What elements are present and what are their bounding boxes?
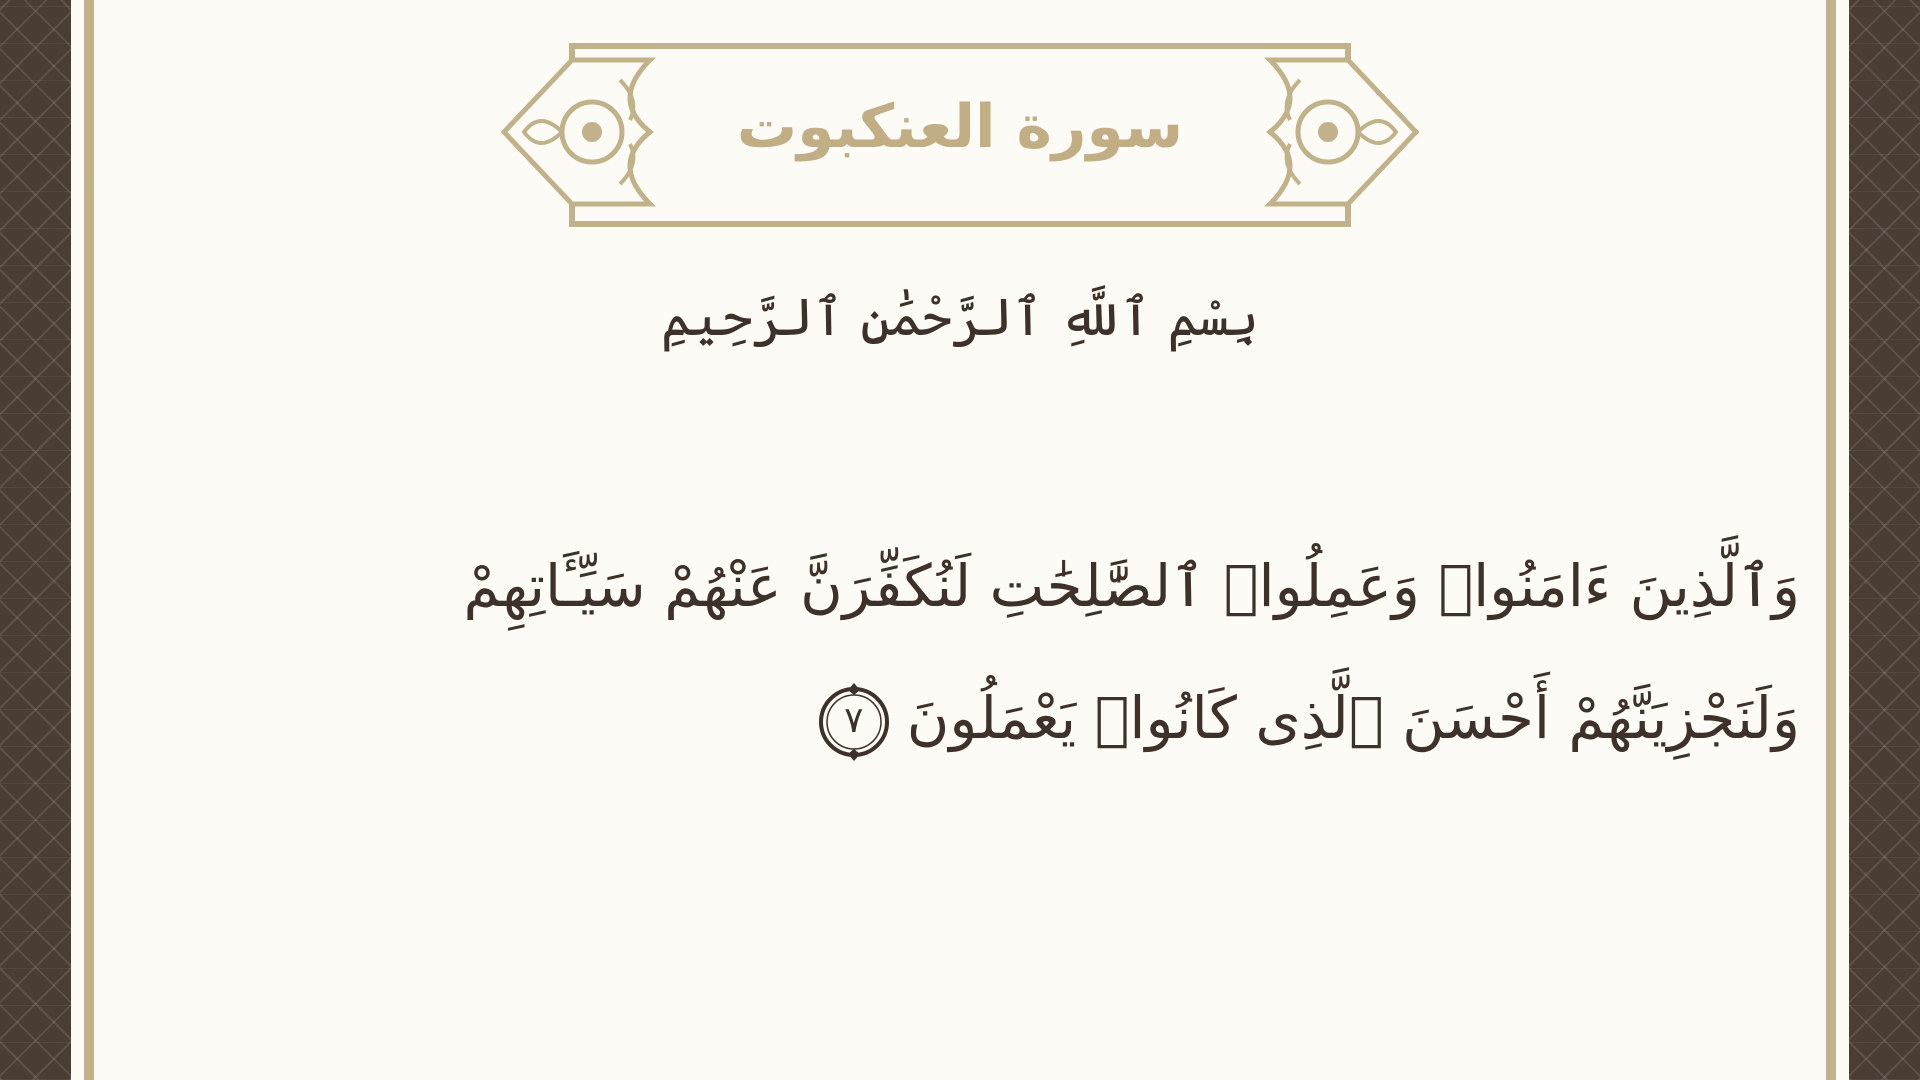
left-decorative-border	[0, 0, 71, 1080]
verse-text	[340, 520, 1800, 784]
verse-line-1: وَٱلَّذِينَ ءَامَنُوا۟ وَعَمِلُوا۟ ٱلصَّٰلِحَٰتِ لَنُكَفِّرَنَّ عَنْهُمْ سَيِّـَٔاتِهِمْ	[463, 552, 1800, 620]
surah-title-banner	[500, 40, 1420, 230]
right-decorative-border	[1849, 0, 1920, 1080]
left-gold-rule	[84, 0, 94, 1080]
right-gold-rule	[1826, 0, 1836, 1080]
verse-line-2	[340, 652, 1800, 784]
basmala-calligraphy: بِسْمِ ٱللَّهِ ٱلرَّحْمَٰنِ ٱلرَّحِيمِ	[660, 288, 1260, 348]
surah-title: سورة العنكبوت	[736, 92, 1184, 162]
ayah-number-marker	[815, 683, 893, 761]
ayah-number: ٧	[844, 699, 864, 741]
verse-line-2-text: وَلَنَجْزِيَنَّهُمْ أَحْسَنَ ٱلَّذِى كَانُوا۟ يَعْمَلُونَ	[906, 684, 1800, 752]
